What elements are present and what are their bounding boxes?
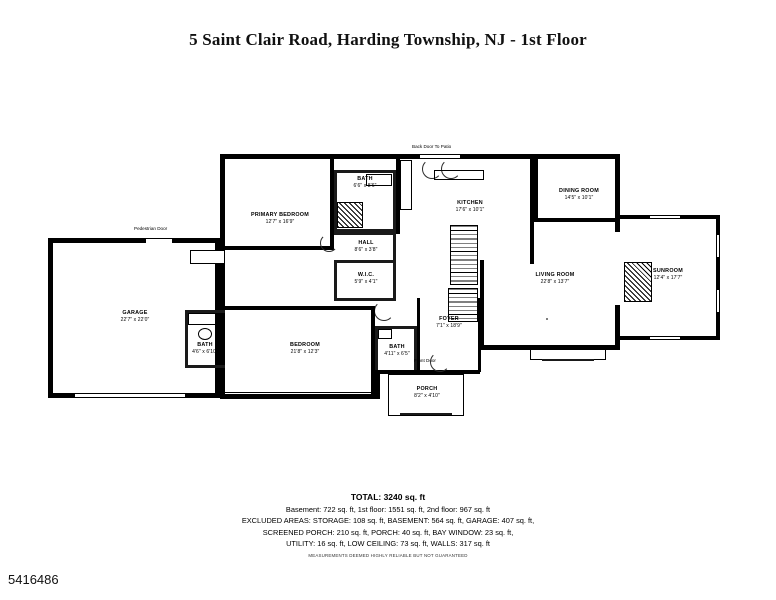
sunroom-window-right-2	[716, 290, 720, 312]
garage-wall-left	[48, 238, 53, 398]
room-name: DINING ROOM	[559, 188, 599, 194]
front-door-swing	[430, 352, 450, 372]
room-label-porch	[398, 386, 456, 399]
living-room-center-dot	[546, 318, 548, 320]
fireplace-hatch	[624, 262, 652, 302]
room-name: GARAGE	[122, 310, 148, 316]
bath-left-wall-bottom	[185, 365, 225, 368]
room-name: W.I.C.	[357, 272, 375, 278]
hall-wall-bottom	[334, 260, 396, 263]
room-label-primary-bedroom	[235, 212, 325, 225]
area-breakdown-line-1: Basement: 722 sq. ft, 1st floor: 1551 sq. ft, 2nd floor: 967 sq. ft	[285, 505, 491, 514]
garage-wall-top	[48, 238, 220, 243]
room-dims: 6'6" x 8'6"	[353, 182, 377, 189]
total-area: TOTAL: 3240 sq. ft	[350, 492, 426, 502]
dining-wall-bottom	[534, 218, 616, 222]
kitchen-counter-left	[400, 160, 412, 210]
back-door-annotation: Back Door To Patio	[412, 144, 452, 149]
bath-mid-fixture	[378, 329, 392, 339]
hall-door-swing	[320, 234, 338, 252]
room-name: BATH	[389, 344, 405, 350]
room-dims: 8'6" x 3'8"	[354, 246, 378, 253]
room-dims: 12'4" x 17'7"	[653, 274, 683, 281]
measurement-disclaimer: MEASUREMENTS DEEMED HIGHLY RELIABLE BUT NOT GUARANTEED	[308, 552, 468, 558]
room-dims: 17'6" x 10'1"	[455, 206, 485, 213]
room-label-hall	[338, 240, 394, 253]
room-label-bath-mid	[376, 344, 418, 357]
room-label-kitchen	[430, 200, 510, 213]
bath-tub	[366, 174, 392, 186]
room-dims: 12'7" x 16'9"	[265, 218, 295, 225]
room-name: HALL	[358, 240, 374, 246]
page-title: 5 Saint Clair Road, Harding Township, NJ - 1st Floor	[189, 30, 587, 49]
room-dims: 8'2" x 4'10"	[414, 392, 440, 399]
room-name: BATH	[197, 342, 213, 348]
main-wall-top-right	[460, 154, 620, 159]
room-label-bath-left	[182, 342, 228, 355]
room-name: PORCH	[416, 386, 438, 392]
kitchen-island	[434, 170, 484, 180]
room-dims: 4'11" x 6'5"	[384, 350, 410, 357]
porch-step	[400, 413, 452, 415]
room-label-bedroom	[260, 342, 350, 355]
main-wall-bottom-mid	[375, 370, 380, 399]
pedestrian-door-annotation: Pedestrian Door	[134, 226, 168, 231]
area-breakdown-line-2: EXCLUDED AREAS: STORAGE: 108 sq. ft, BASEMENT: 564 sq. ft, GARAGE: 407 sq. ft,	[241, 516, 535, 526]
room-dims: 22'8" x 13'7"	[540, 278, 570, 285]
room-name: KITCHEN	[457, 200, 483, 206]
sunroom-window-top	[650, 215, 680, 219]
deck-rail-left	[225, 392, 371, 395]
main-wall-left-upper	[220, 154, 225, 234]
bath-upper-wall-top	[334, 170, 396, 173]
sunroom-window-right-1	[716, 235, 720, 257]
area-breakdown-line-4: UTILITY: 16 sq. ft, LOW CEILING: 73 sq. ft, WALLS: 317 sq. ft	[286, 539, 490, 549]
room-dims: 21'8" x 12'3"	[290, 348, 320, 355]
garage-door-opening	[75, 393, 185, 398]
front-door-annotation: Front Door	[414, 358, 436, 363]
room-dims: 7'1" x 18'9"	[436, 322, 462, 329]
stairs-main	[450, 225, 478, 285]
sunroom-window-bottom	[650, 336, 680, 340]
room-label-foyer	[420, 316, 478, 329]
image-id: 5416486	[8, 572, 59, 587]
bath-shower-hatch	[337, 202, 363, 228]
back-door-opening	[420, 154, 460, 159]
room-label-garage	[90, 310, 180, 323]
room-name: FOYER	[439, 316, 459, 322]
room-label-wic	[337, 272, 395, 285]
room-dims: 14'5" x 10'1"	[564, 194, 594, 201]
room-name: BEDROOM	[290, 342, 320, 348]
bay-window	[530, 346, 606, 360]
room-name: LIVING ROOM	[535, 272, 575, 278]
pedestrian-door-opening	[146, 238, 172, 243]
main-wall-right-lower	[615, 305, 620, 350]
room-dims: 22'7" x 22'0"	[120, 316, 150, 323]
hall-wall-top	[334, 232, 396, 235]
wic-door-swing	[374, 301, 394, 321]
primary-bedroom-wall-bottom	[225, 246, 334, 250]
floor-plan-drawing	[30, 130, 746, 450]
primary-bedroom-closet	[190, 250, 225, 264]
bay-window-face	[542, 359, 594, 361]
area-breakdown-line-3: SCREENED PORCH: 210 sq. ft, PORCH: 40 sq. ft, BAY WINDOW: 23 sq. ft,	[262, 527, 514, 537]
foyer-wall-right	[478, 298, 481, 372]
sunroom-wall-right	[716, 215, 720, 340]
room-name: BATH	[357, 176, 373, 182]
room-name: SUNROOM	[653, 268, 683, 274]
main-wall-top	[220, 154, 420, 159]
dining-wall-left	[534, 154, 538, 222]
room-label-dining	[540, 188, 618, 201]
area-summary	[0, 492, 776, 558]
bath-left-tub	[188, 313, 222, 325]
bath-left-toilet	[198, 328, 212, 340]
room-dims: 5'9" x 4'1"	[354, 278, 378, 285]
room-name: PRIMARY BEDROOM	[251, 212, 309, 218]
room-label-living	[510, 272, 600, 285]
room-dims: 4'6" x 6'10"	[192, 348, 218, 355]
bedroom-wall-top	[225, 306, 375, 310]
